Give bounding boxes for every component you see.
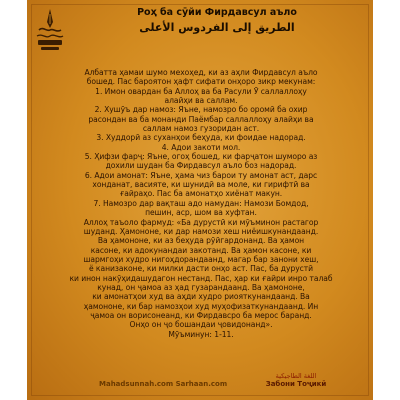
body-line: ки амонатҳои худ ва аҳди худро риояткунандаанд. Ва bbox=[92, 292, 310, 302]
body-line: касоне, ки адокунандаи закотанд. Ва ҳамон касоне, ки bbox=[90, 245, 312, 255]
language-badge bbox=[265, 372, 327, 389]
body-line: ҷамоа он ворисонеанд, ки Фирдавсро ба мерос баранд. bbox=[90, 310, 312, 320]
body-line: шуданд. Ҳамононе, ки дар намози хеш ниёишкунандаанд. bbox=[83, 226, 319, 236]
body-line: 5. Ҳифзи фарҷ: Яъне, огоҳ бошед, ки фарҷатон шуморо аз bbox=[84, 152, 318, 162]
body-line: Мӯъминун: 1-11. bbox=[168, 329, 234, 339]
body-line: ки инон накӯҳидашудагон нестанд. Пас, ҳар ки ғайри инро талаб bbox=[69, 273, 333, 283]
body-line: 7. Намозро дар вақташ адо намудан: Намози Бомдод, bbox=[93, 198, 309, 208]
body-line: Онҳо он ҷо бошандаи ҷовидонанд». bbox=[129, 320, 273, 330]
body-line: саллам намоз гузоридан аст. bbox=[142, 124, 260, 134]
body-line: 2. Хушӯъ дар намоз: Яъне, намозро бо оромӣ ба охир bbox=[94, 105, 308, 115]
arabic-title: الطريق إلى الفردوس الأعلى bbox=[139, 21, 295, 34]
body-line: расондан ва ба монанди Паёмбар саллаллоҳу алайҳи ва bbox=[88, 114, 314, 124]
calligraphy-pen-icon bbox=[33, 6, 67, 54]
body-line: 3. Худдорӣ аз суханҳои беҳуда, ки фоидае надорад. bbox=[96, 133, 306, 143]
body-line: ҳамононе, ки бар намозҳои худ муҳофизаткунандаанд. Ин bbox=[83, 301, 319, 311]
document-card bbox=[27, 0, 373, 400]
body-line: 6. Адои амонат: Яъне, ҳама чиз барои ту амонат аст, дарс bbox=[84, 170, 318, 180]
body-line: шармгоҳи худро нигоҳдорандаанд, магар бар занони хеш, bbox=[83, 254, 319, 264]
body-line: кунад, он ҷамоа аз ҳад гузарандаанд. Ва ҳамононе, bbox=[97, 282, 305, 292]
language-label-arabic: اللغة الطاجيكية bbox=[275, 372, 317, 380]
body-line: дохили шудан ба Фирдавсул аъло боз надорад. bbox=[105, 161, 297, 171]
body-text bbox=[41, 68, 361, 339]
body-line: 1. Имон овардан ба Аллоҳ ва ба Расули Ӯ саллаллоҳу bbox=[95, 86, 307, 96]
body-line: бошед. Пас бароятон ҳафт сифати онҳоро зикр мекунам: bbox=[86, 77, 316, 87]
body-line: пешин, аср, шом ва хуфтан. bbox=[145, 208, 257, 218]
language-label-tajik: Забони Тоҷикӣ bbox=[265, 380, 327, 388]
page-title: Роҳ ба сӯйи Фирдавсул аъло bbox=[137, 7, 297, 18]
body-line: 4. Адои закоти мол. bbox=[161, 142, 241, 152]
body-line: Албатта ҳамаи шумо мехоҳед, ки аз аҳли Фирдавсул аъло bbox=[84, 68, 318, 77]
body-line: Аллоҳ таъоло фармуд: «Ба дурустӣ ки мӯъминон растагор bbox=[83, 217, 319, 227]
body-line: ғайраҳо. Пас ба амонатҳо хиёнат макун. bbox=[119, 189, 283, 199]
body-line: алайҳи ва саллам. bbox=[164, 96, 238, 106]
body-line: Ва ҳамононе, ки аз беҳуда рӯйгардонанд. Ва ҳамон bbox=[97, 236, 305, 246]
website-link[interactable]: Mahadsunnah.com Sarhaan.com bbox=[99, 380, 228, 388]
body-line: ё канизаконе, ки милки дасти онҳо аст. Пас, ба дурустӣ bbox=[88, 264, 314, 274]
body-line: хонданат, васияте, ки шунидӣ ва моле, ки гирифтӣ ва bbox=[92, 180, 310, 190]
